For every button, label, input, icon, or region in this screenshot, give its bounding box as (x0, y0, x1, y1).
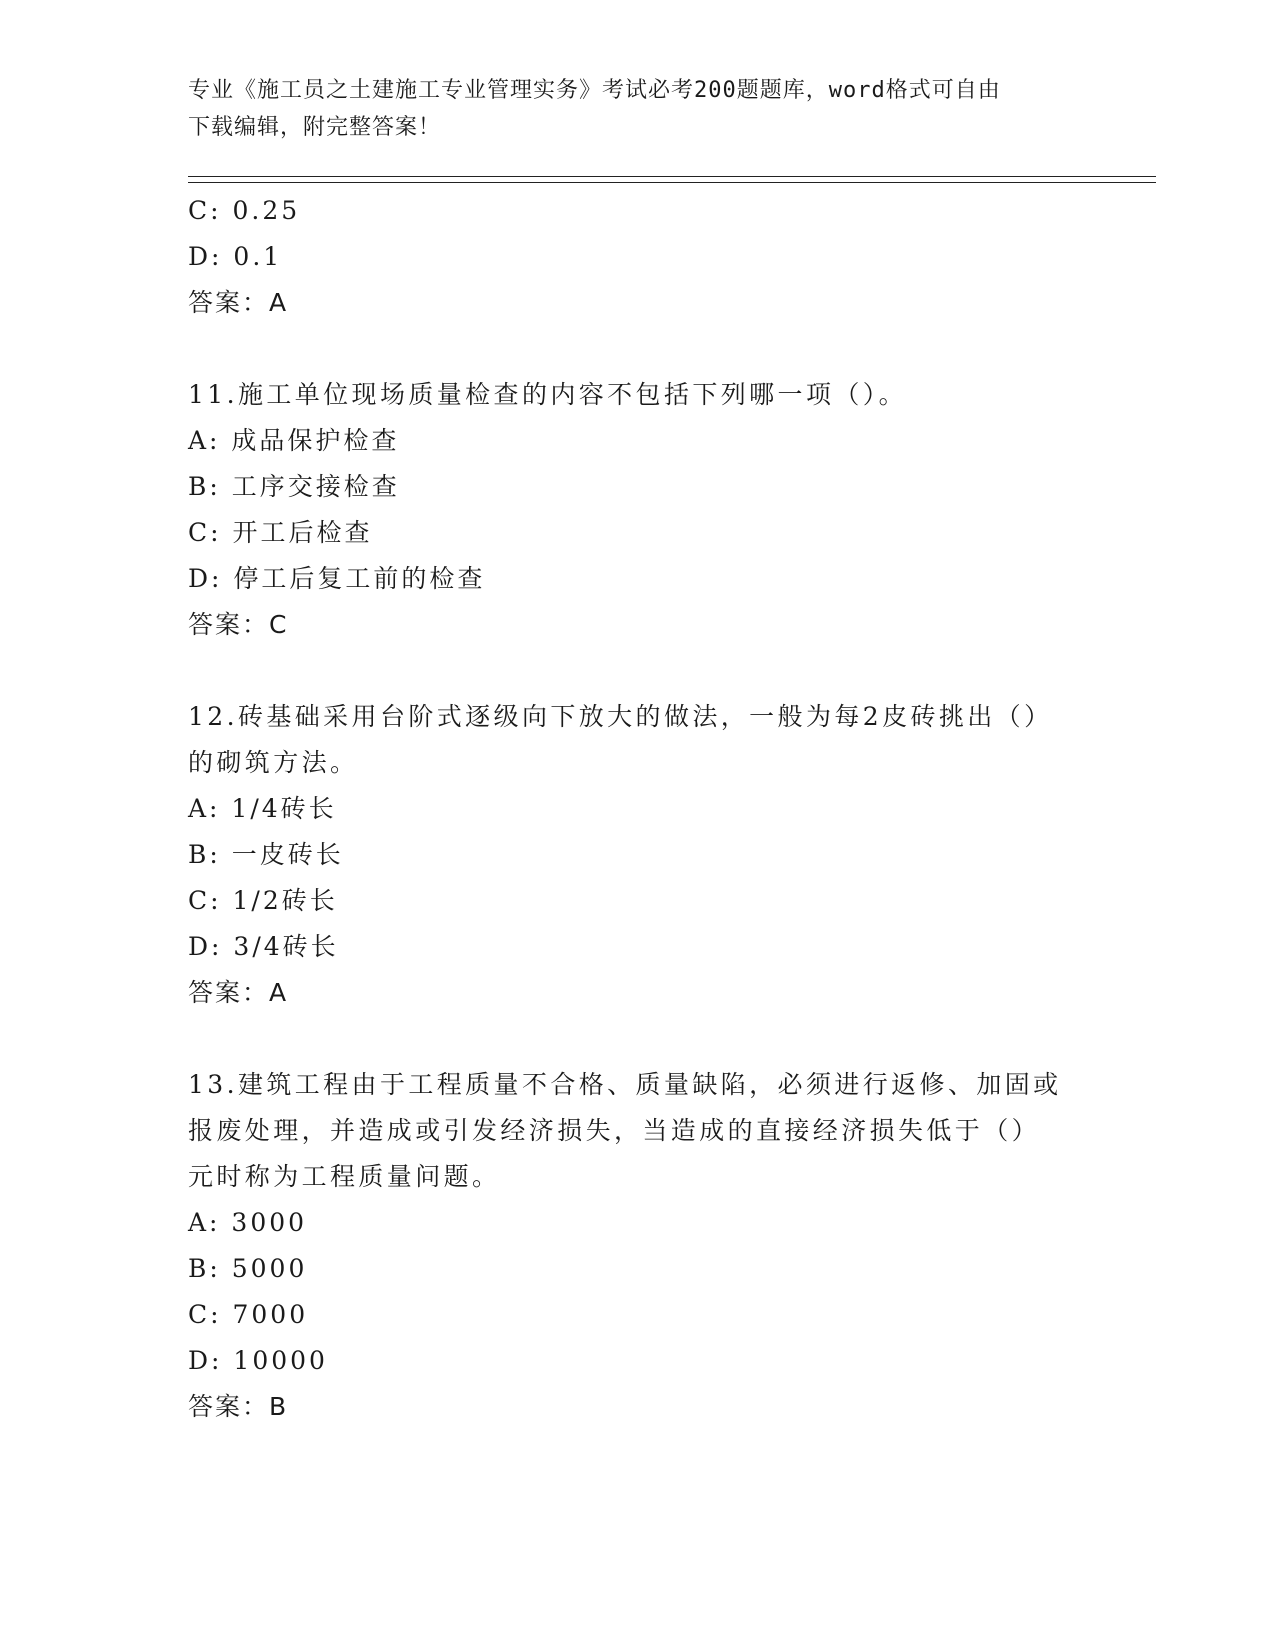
question-11 (188, 372, 1088, 648)
spacer (188, 1016, 1088, 1062)
option-a: A: 1/4砖长 (188, 794, 337, 823)
question-text: 元时称为工程质量问题。 (188, 1162, 501, 1191)
header-line-1: 专业《施工员之土建施工专业管理实务》考试必考200题题库，word格式可自由 (188, 78, 1001, 103)
answer-line: 答案：C (188, 610, 289, 639)
spacer (188, 648, 1088, 694)
option-c: C: 1/2砖长 (188, 886, 338, 915)
answer-line: 答案：B (188, 1392, 289, 1421)
question-13 (188, 1062, 1088, 1430)
question-text: 报废处理，并造成或引发经济损失，当造成的直接经济损失低于（） (188, 1116, 1041, 1145)
option-a: A: 3000 (188, 1208, 308, 1237)
answer-line: 答案：A (188, 288, 289, 317)
question-content (188, 188, 1088, 1430)
option-b: B: 5000 (188, 1254, 308, 1283)
option-a: A: 成品保护检查 (188, 426, 400, 455)
option-d: D: 3/4砖长 (188, 932, 339, 961)
question-text: 的砌筑方法。 (188, 748, 359, 777)
question-text: 11.施工单位现场质量检查的内容不包括下列哪一项（）。 (188, 380, 908, 409)
option-d: D: 0.1 (188, 242, 283, 271)
option-c: C: 开工后检查 (188, 518, 373, 547)
spacer (188, 326, 1088, 372)
header-divider-top (188, 176, 1156, 177)
answer-line: 答案：A (188, 978, 289, 1007)
question-text: 12.砖基础采用台阶式逐级向下放大的做法，一般为每2皮砖挑出（） (188, 702, 1053, 731)
document-header (188, 72, 1068, 146)
header-line-2: 下载编辑，附完整答案！ (188, 115, 442, 140)
option-c: C: 7000 (188, 1300, 309, 1329)
option-b: B: 一皮砖长 (188, 840, 344, 869)
option-d: D: 10000 (188, 1346, 328, 1375)
question-text: 13.建筑工程由于工程质量不合格、质量缺陷，必须进行返修、加固或 (188, 1070, 1062, 1099)
option-c: C: 0.25 (188, 196, 301, 225)
question-10-continuation (188, 188, 1088, 326)
option-b: B: 工序交接检查 (188, 472, 400, 501)
header-divider-bottom (188, 182, 1156, 183)
question-12 (188, 694, 1088, 1016)
option-d: D: 停工后复工前的检查 (188, 564, 486, 593)
